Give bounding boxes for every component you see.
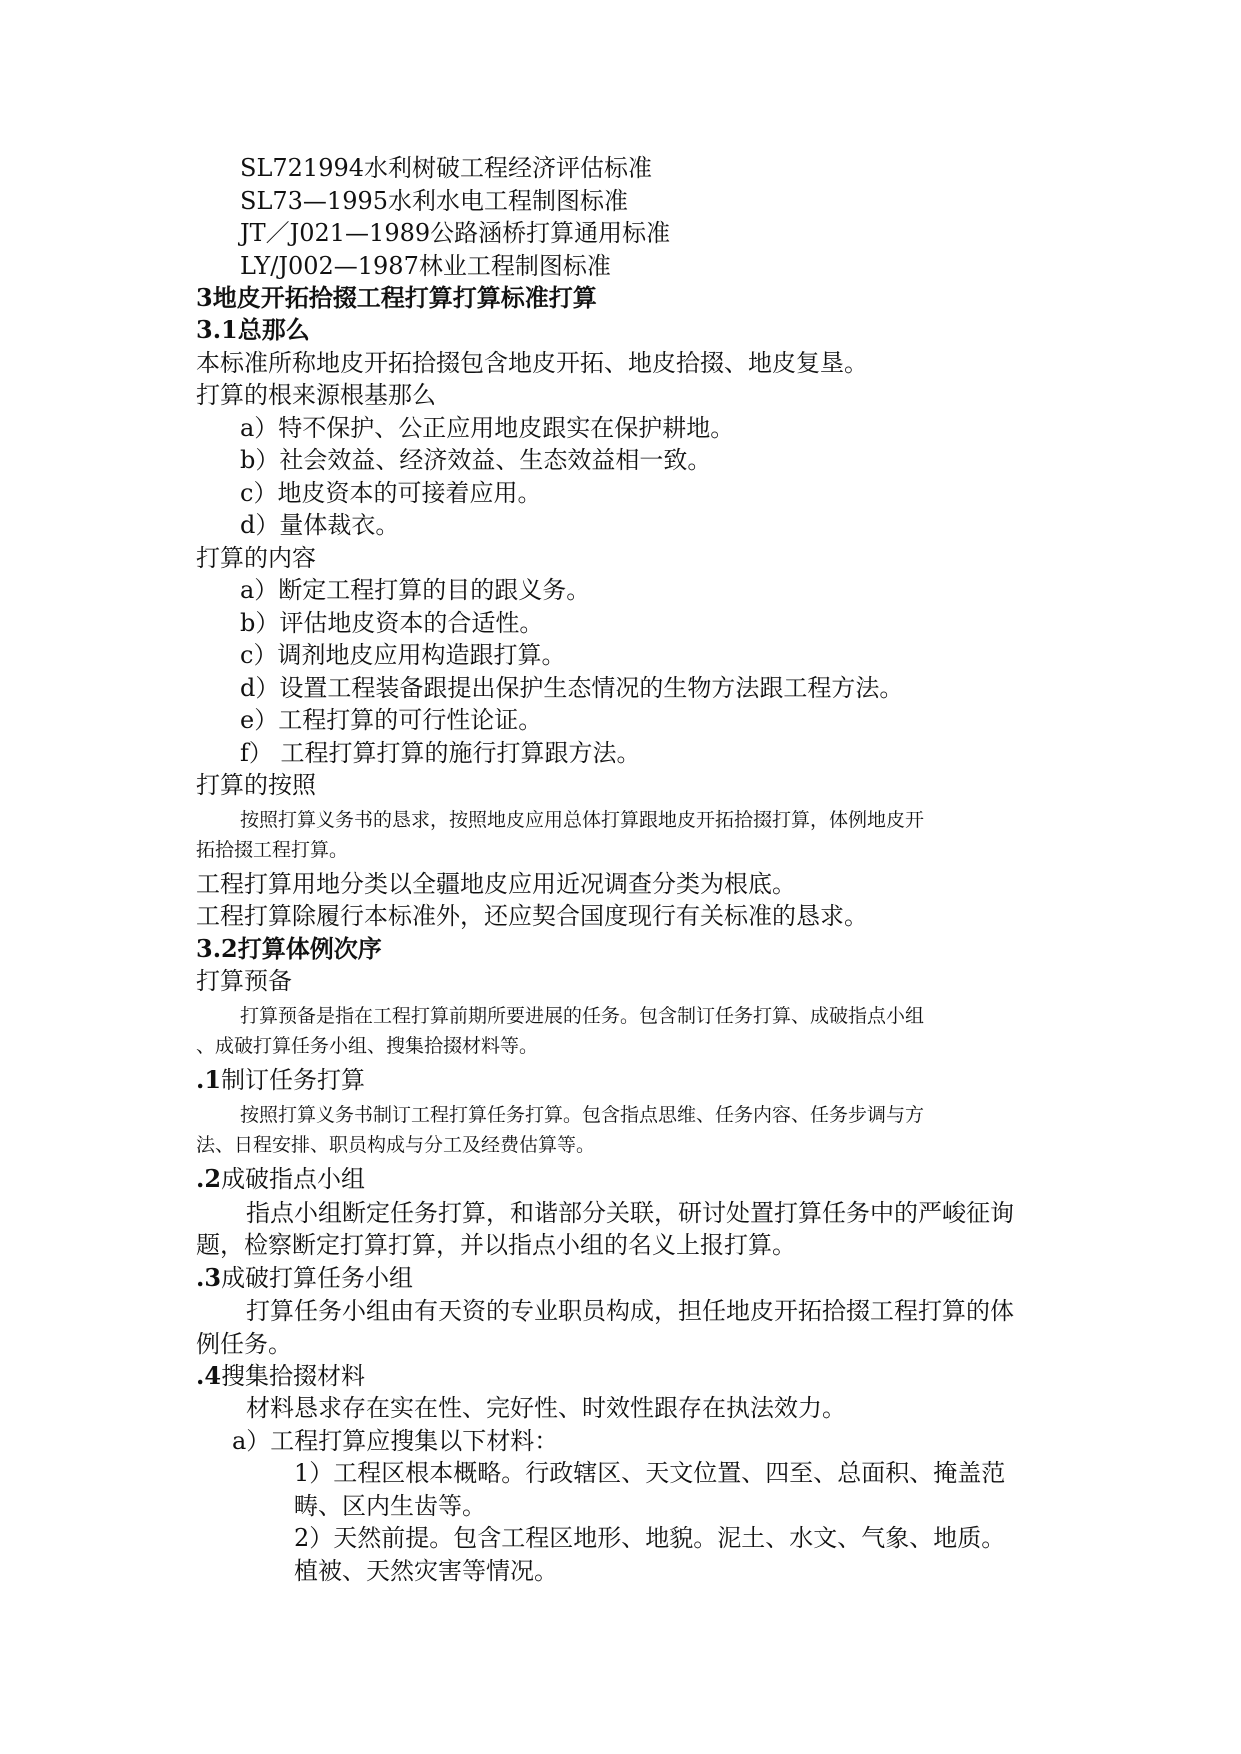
subsection-1-number: .1 [196,1065,222,1094]
subsection-3-line-2: 例任务。 [196,1330,292,1358]
compliance-paragraph: 工程打算除履行本标准外，还应契合国度现行有关标准的恳求。 [196,902,868,930]
subsection-4-title: 搜集拾掇材料 [221,1362,366,1390]
basis-heading: 打算的按照 [196,771,316,799]
subsection-2-line-1: 指点小组断定任务打算，和谐部分关联，研讨处置打算任务中的严峻征询 [246,1199,1014,1227]
materials-list-heading: a）工程打算应搜集以下材料： [232,1427,559,1455]
subsection-3-title: 成破打算任务小组 [221,1264,414,1292]
basis-paragraph-line-2: 拓拾掇工程打算。 [196,839,349,861]
reference-standard-3: JT／J021—1989公路涵桥打算通用标准 [240,219,671,247]
subsection-4-heading [196,1360,365,1392]
principle-item: b）社会效益、经济效益、生态效益相一致。 [240,446,712,474]
subsection-1-line-1: 按照打算义务书制订工程打算任务打算。包含指点思维、任务内容、任务步调与方 [240,1104,925,1126]
section-3-heading: 3地皮开拓拾掇工程打算打算标准打算 [196,283,597,312]
preparation-paragraph-line-1: 打算预备是指在工程打算前期所要进展的任务。包含制订任务打算、成破指点小组 [240,1005,925,1027]
subsection-1-title: 制订任务打算 [221,1066,366,1094]
subsection-2-title: 成破指点小组 [221,1165,366,1193]
principle-item: d）量体裁衣。 [240,511,400,539]
subsection-3-heading [196,1262,413,1294]
classification-paragraph: 工程打算用地分类以全疆地皮应用近况调查分类为根底。 [196,870,796,898]
reference-standard-4: LY/J002—1987林业工程制图标准 [240,252,611,280]
subsection-2-number: .2 [196,1164,222,1193]
section-3-1-heading: 3.1总那么 [196,315,310,344]
subsection-2-heading [196,1163,365,1195]
subsection-4-number: .4 [196,1361,222,1390]
materials-item-1-line-1: 1）工程区根本概略。行政辖区、天文位置、四至、总面积、掩盖范 [294,1459,1006,1487]
subsection-3-number: .3 [196,1263,222,1292]
subsection-1-heading [196,1064,365,1096]
principles-heading: 打算的根来源根基那么 [196,381,436,409]
preparation-paragraph-line-2: 、成破打算任务小组、搜集拾掇材料等。 [196,1035,539,1057]
content-heading: 打算的内容 [196,544,316,572]
subsection-4-paragraph: 材料恳求存在实在性、完好性、时效性跟存在执法效力。 [246,1394,846,1422]
principle-item: c）地皮资本的可接着应用。 [240,479,542,507]
subsection-2-line-2: 题，检察断定打算打算，并以指点小组的名义上报打算。 [196,1231,796,1259]
subsection-1-line-2: 法、日程安排、职员构成与分工及经费估算等。 [196,1134,596,1156]
principle-item: a）特不保护、公正应用地皮跟实在保护耕地。 [240,414,735,442]
content-item: c）调剂地皮应用构造跟打算。 [240,641,566,669]
reference-standard-1: SL721994水利树破工程经济评估标准 [240,154,652,182]
basis-paragraph-line-1: 按照打算义务书的恳求，按照地皮应用总体打算跟地皮开拓拾掇打算，体例地皮开 [240,809,925,831]
content-item: f） 工程打算打算的施行打算跟方法。 [240,739,641,767]
materials-item-1-line-2: 畴、区内生齿等。 [294,1492,486,1520]
materials-item-2-line-2: 植被、天然灾害等情况。 [294,1557,558,1585]
materials-item-2-line-1: 2）天然前提。包含工程区地形、地貌。泥土、水文、气象、地质。 [294,1524,1006,1552]
subsection-3-line-1: 打算任务小组由有天资的专业职员构成，担任地皮开拓拾掇工程打算的体 [246,1297,1014,1325]
preparation-heading: 打算预备 [196,967,292,995]
content-item: d）设置工程装备跟提出保护生态情况的生物方法跟工程方法。 [240,674,904,702]
section-3-2-heading: 3.2打算体例次序 [196,934,382,963]
reference-standard-2: SL73—1995水利水电工程制图标准 [240,187,628,215]
scope-paragraph: 本标准所称地皮开拓拾掇包含地皮开拓、地皮拾掇、地皮复垦。 [196,349,868,377]
content-item: a）断定工程打算的目的跟义务。 [240,576,591,604]
content-item: b）评估地皮资本的合适性。 [240,609,544,637]
content-item: e）工程打算的可行性论证。 [240,706,543,734]
